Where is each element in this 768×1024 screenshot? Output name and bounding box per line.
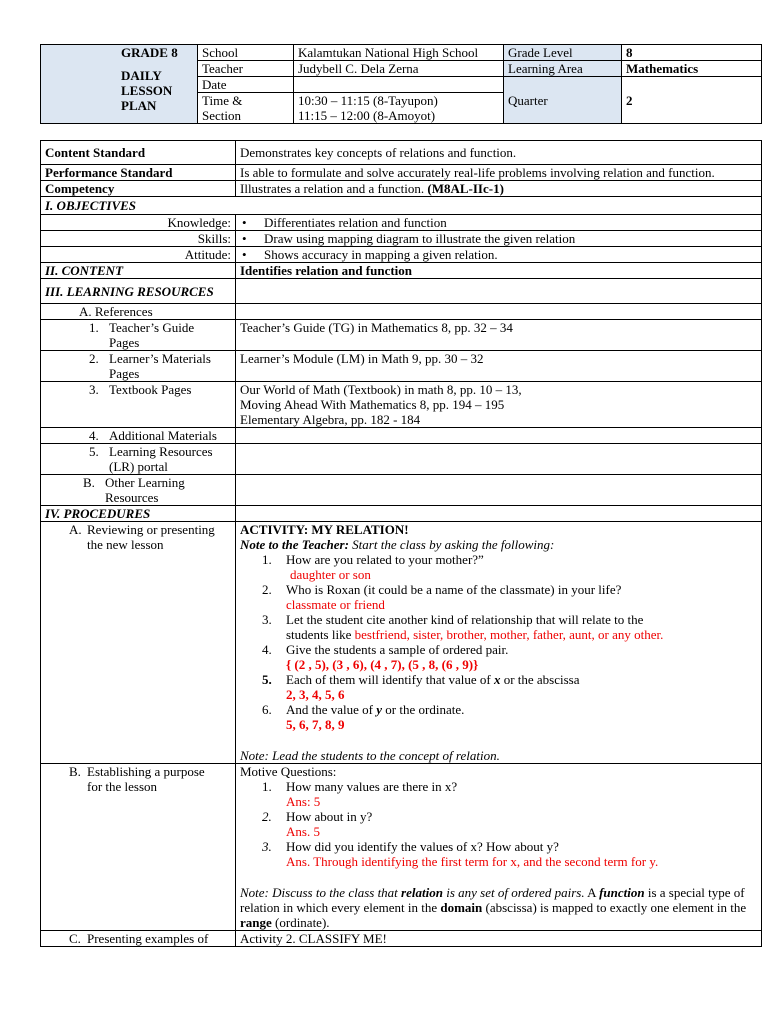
term-domain: domain <box>440 900 483 915</box>
lesson-table <box>40 140 762 947</box>
letter-label: B. <box>83 475 95 490</box>
list-item <box>240 582 757 612</box>
tg-value: Teacher’s Guide (TG) in Mathematics 8, pp. 32 – 34 <box>236 320 762 351</box>
competency-code: (M8AL-IIc-1) <box>427 181 504 196</box>
note-label: Note to the Teacher: <box>240 537 349 552</box>
activity-title: ACTIVITY: MY RELATION! <box>240 522 409 537</box>
answer-text: daughter or son <box>290 567 371 582</box>
other-row-label <box>41 475 236 506</box>
proc-c-text: Presenting examples of <box>87 931 209 946</box>
tb-value: Our World of Math (Textbook) in math 8, pp. 10 – 13, Moving Ahead With Mathematics 8, pp. 194 – 195 Elementary Algebra, pp. 182 - 184 <box>236 382 762 428</box>
term-function: function <box>599 885 645 900</box>
proc-b-label <box>41 764 236 931</box>
answer-text: Ans. Through identifying the first term for x, and the second term for y. <box>286 854 659 869</box>
note-to-teacher <box>240 537 757 552</box>
number-label: 5. <box>262 672 272 687</box>
list-item <box>240 642 757 672</box>
proc-a-text: Reviewing or presenting the new lesson <box>87 522 215 552</box>
number-label: 3. <box>262 839 272 854</box>
other-value <box>236 475 762 506</box>
number-label: 1. <box>89 320 99 335</box>
performance-standard-label: Performance Standard <box>41 165 236 181</box>
time-label: Time & Section <box>198 93 294 124</box>
other-label: Other Learning Resources <box>105 475 185 505</box>
number-label: 5. <box>89 444 99 459</box>
note-text: (ordinate). <box>271 915 330 930</box>
list-item <box>240 809 757 839</box>
number-label: 3. <box>89 382 99 397</box>
answer-text: Ans. 5 <box>286 824 320 839</box>
lm-label: Learner’s Materials Pages <box>109 351 211 381</box>
attitude-bullet: • Shows accuracy in mapping a given relation. <box>240 247 757 262</box>
variable-x: x <box>493 672 501 687</box>
note-text: A <box>584 885 600 900</box>
references-label: A. References <box>41 304 236 320</box>
proc-a-label <box>41 522 236 764</box>
number-label: 2. <box>89 351 99 366</box>
lr-label: Learning Resources (LR) portal <box>109 444 213 474</box>
skills-bullet: • Draw using mapping diagram to illustrate the given relation <box>240 231 757 246</box>
date-label: Date <box>198 77 294 93</box>
answer-text: Ans: 5 <box>286 794 321 809</box>
letter-label: C. <box>69 931 81 946</box>
number-label: 1. <box>262 552 272 567</box>
content-value: Identifies relation and function <box>236 263 762 279</box>
answer-text: classmate or friend <box>286 597 385 612</box>
school-label: School <box>198 45 294 61</box>
question-text: How are you related to your mother?” <box>286 552 484 567</box>
number-label: 4. <box>89 428 99 443</box>
performance-standard-value: Is able to formulate and solve accurately real-life problems involving relation and function. <box>236 165 762 181</box>
header-table <box>40 44 762 124</box>
quarter-value: 2 <box>622 77 762 124</box>
list-item <box>240 672 757 702</box>
knowledge-label: Knowledge: <box>41 215 236 231</box>
grade-label: GRADE 8 <box>121 45 178 60</box>
question-text: How many values are there in x? <box>286 779 458 794</box>
content-heading: II. CONTENT <box>41 263 236 279</box>
note-relation-function <box>240 885 757 930</box>
number-label: 1. <box>262 779 272 794</box>
tg-row-label <box>41 320 236 351</box>
term-range: range <box>240 915 272 930</box>
resources-heading-blank <box>236 279 762 304</box>
proc-a-content <box>236 522 762 764</box>
list-item <box>240 552 757 582</box>
motive-questions: Motive Questions: <box>240 764 337 779</box>
tb-label: Textbook Pages <box>109 382 192 397</box>
question-text: How about in y? <box>286 809 373 824</box>
attitude-value <box>236 247 762 263</box>
objectives-heading: I. OBJECTIVES <box>41 197 762 215</box>
knowledge-value <box>236 215 762 231</box>
content-standard-value: Demonstrates key concepts of relations and function. <box>236 141 762 165</box>
letter-label: A. <box>69 522 82 537</box>
teacher-label: Teacher <box>198 61 294 77</box>
note-lead: Note: Lead the students to the concept of relation. <box>240 748 500 763</box>
plan-title: DAILY LESSON PLAN <box>121 68 173 113</box>
references-blank <box>236 304 762 320</box>
grade-level-value: 8 <box>622 45 762 61</box>
attitude-label: Attitude: <box>41 247 236 263</box>
grade-plan-cell <box>41 45 198 124</box>
content-standard-label: Content Standard <box>41 141 236 165</box>
skills-value <box>236 231 762 247</box>
am-value <box>236 428 762 444</box>
am-row-label <box>41 428 236 444</box>
number-label: 3. <box>262 612 272 627</box>
note-text: Start the class by asking the following: <box>348 537 555 552</box>
time-value: 10:30 – 11:15 (8-Tayupon) 11:15 – 12:00 (8-Amoyot) <box>294 93 504 124</box>
number-label: 6. <box>262 702 272 717</box>
lm-value: Learner’s Module (LM) in Math 9, pp. 30 – 32 <box>236 351 762 382</box>
am-label: Additional Materials <box>109 428 217 443</box>
number-label: 4. <box>262 642 272 657</box>
lr-row-label <box>41 444 236 475</box>
number-label: 2. <box>262 809 272 824</box>
proc-c-value: Activity 2. CLASSIFY ME! <box>236 931 762 947</box>
grade-level-label: Grade Level <box>504 45 622 61</box>
answer-text: bestfriend, sister, brother, mother, father, aunt, or any other. <box>354 627 664 642</box>
resources-heading: III. LEARNING RESOURCES <box>41 279 236 304</box>
school-value: Kalamtukan National High School <box>294 45 504 61</box>
note-text: is a special type of relation in which every element in the <box>240 885 745 915</box>
teacher-value: Judybell C. Dela Zerna <box>294 61 504 77</box>
procedures-heading: IV. PROCEDURES <box>41 506 236 522</box>
quarter-label: Quarter <box>504 77 622 124</box>
tg-label: Teacher’s Guide Pages <box>109 320 195 350</box>
procedures-heading-blank <box>236 506 762 522</box>
question-text: or the ordinate. <box>382 702 465 717</box>
lr-value <box>236 444 762 475</box>
answer-text: 2, 3, 4, 5, 6 <box>286 687 345 702</box>
question-text: students like <box>286 627 355 642</box>
question-text: or the abscissa <box>500 672 580 687</box>
note-text: is any set of ordered pairs. <box>442 885 585 900</box>
question-text: How did you identify the values of x? How about y? <box>286 839 559 854</box>
list-item <box>240 612 757 642</box>
tb-row-label <box>41 382 236 428</box>
note-text: (abscissa) is mapped to exactly one element in the <box>482 900 747 915</box>
competency-text: Illustrates a relation and a function. <box>240 181 428 196</box>
date-value <box>294 77 504 93</box>
list-item <box>240 702 757 732</box>
proc-b-text: Establishing a purpose for the lesson <box>87 764 205 794</box>
question-text: Each of them will identify that value of <box>286 672 494 687</box>
note-text: Note: Discuss to the class that <box>240 885 402 900</box>
knowledge-bullet: • Differentiates relation and function <box>240 215 757 230</box>
proc-c-label <box>41 931 236 947</box>
question-text: Let the student cite another kind of relationship that will relate to the <box>286 612 644 627</box>
competency-label: Competency <box>41 181 236 197</box>
answer-text: 5, 6, 7, 8, 9 <box>286 717 345 732</box>
term-relation: relation <box>401 885 443 900</box>
question-text: And the value of <box>286 702 377 717</box>
number-label: 2. <box>262 582 272 597</box>
lm-row-label <box>41 351 236 382</box>
answer-text: { (2 , 5), (3 , 6), (4 , 7), (5 , 8, (6 , 9)} <box>286 657 479 672</box>
question-text: Who is Roxan (it could be a name of the classmate) in your life? <box>286 582 622 597</box>
list-item <box>240 839 757 869</box>
learning-area-label: Learning Area <box>504 61 622 77</box>
letter-label: B. <box>69 764 81 779</box>
list-item <box>240 779 757 809</box>
competency-value <box>236 181 762 197</box>
skills-label: Skills: <box>41 231 236 247</box>
proc-b-content <box>236 764 762 931</box>
question-text: Give the students a sample of ordered pair. <box>286 642 509 657</box>
variable-y: y <box>376 702 383 717</box>
learning-area-value: Mathematics <box>622 61 762 77</box>
